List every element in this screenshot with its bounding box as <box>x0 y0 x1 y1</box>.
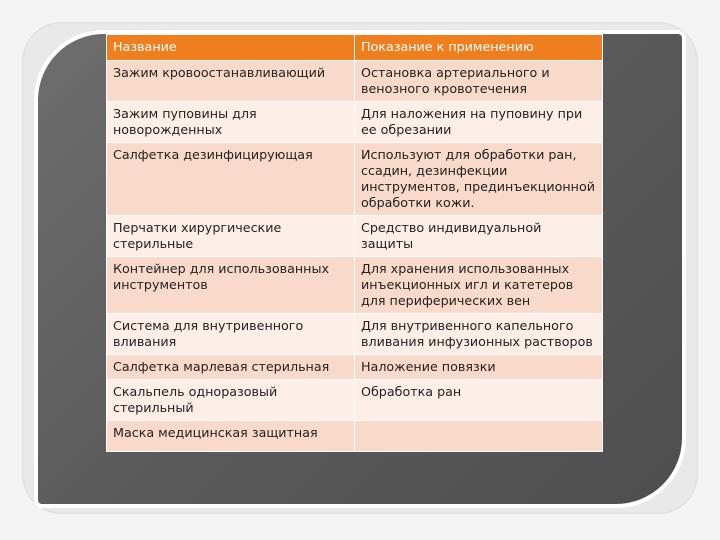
table-row <box>107 355 603 380</box>
table-row <box>107 314 603 355</box>
cell-indication <box>355 421 603 452</box>
table-row <box>107 257 603 314</box>
table-row <box>107 143 603 216</box>
table-header-row <box>107 35 603 61</box>
cell-name: Система для внутривенного вливания <box>107 314 355 355</box>
cell-indication: Обработка ран <box>355 380 603 421</box>
cell-name: Салфетка марлевая стерильная <box>107 355 355 380</box>
cell-indication: Используют для обработки ран, ссадин, дезинфекции инструментов, прединъекционной обработки кожи. <box>355 143 603 216</box>
cell-name: Маска медицинская защитная <box>107 421 355 452</box>
table-row <box>107 61 603 102</box>
instruments-table-container <box>106 34 602 452</box>
header-name: Название <box>107 35 355 61</box>
table-row <box>107 380 603 421</box>
header-indication: Показание к применению <box>355 35 603 61</box>
cell-indication: Средство индивидуальной защиты <box>355 216 603 257</box>
cell-name: Контейнер для использованных инструментов <box>107 257 355 314</box>
cell-indication: Остановка артериального и венозного кровотечения <box>355 61 603 102</box>
table-row <box>107 102 603 143</box>
cell-indication: Для хранения использованных инъекционных игл и катетеров для периферических вен <box>355 257 603 314</box>
cell-indication: Для внутривенного капельного вливания инфузионных растворов <box>355 314 603 355</box>
cell-name: Зажим кровоостанавливающий <box>107 61 355 102</box>
cell-name: Зажим пуповины для новорожденных <box>107 102 355 143</box>
cell-indication: Наложение повязки <box>355 355 603 380</box>
instruments-table <box>106 34 603 452</box>
cell-name: Перчатки хирургические стерильные <box>107 216 355 257</box>
table-row <box>107 216 603 257</box>
cell-name: Салфетка дезинфицирующая <box>107 143 355 216</box>
cell-name: Скальпель одноразовый стерильный <box>107 380 355 421</box>
table-row <box>107 421 603 452</box>
cell-indication: Для наложения на пуповину при ее обрезании <box>355 102 603 143</box>
